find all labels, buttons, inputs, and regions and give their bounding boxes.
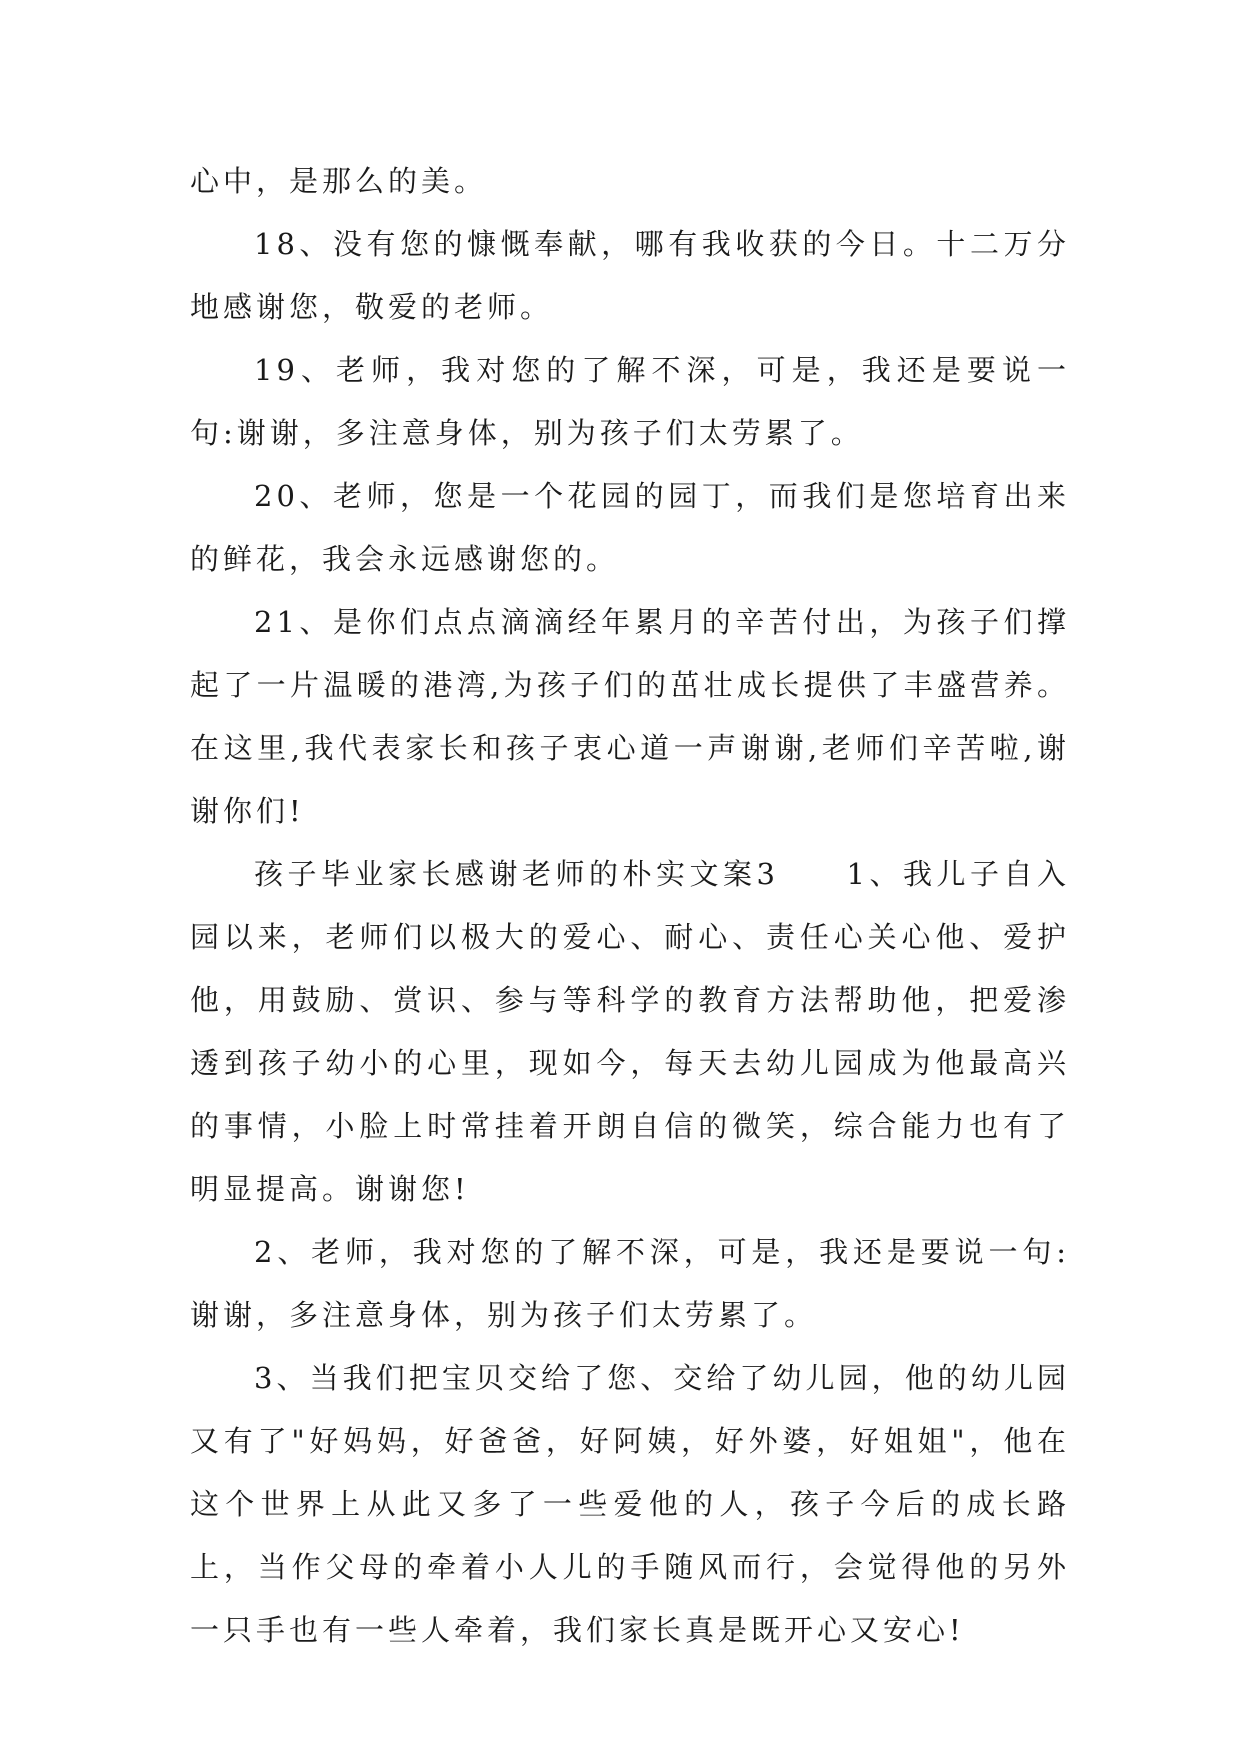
paragraph-21: 21、是你们点点滴滴经年累月的辛苦付出，为孩子们撑起了一片温暖的港湾,为孩子们的茁壮成长提供了丰盛营养。在这里,我代表家长和孩子衷心道一声谢谢,老师们辛苦啦,谢谢你们! (190, 605, 1070, 828)
section-3-paragraph-1: 孩子毕业家长感谢老师的朴实文案3 1、我儿子自入园以来，老师们以极大的爱心、耐心、责任心关心他、爱护他，用鼓励、赏识、参与等科学的教育方法帮助他，把爱渗透到孩子幼小的心里，现如今，每天去幼儿园成为他最高兴的事情，小脸上时常挂着开朗自信的微笑，综合能力也有了明显提高。谢谢您! (190, 857, 1070, 1206)
section-3-paragraph-3: 3、当我们把宝贝交给了您、交给了幼儿园，他的幼儿园又有了"好妈妈，好爸爸，好阿姨，好外婆，好姐姐"，他在这个世界上从此又多了一些爱他的人，孩子今后的成长路上，当作父母的牵着小人儿的手随风而行，会觉得他的另外一只手也有一些人牵着，我们家长真是既开心又安心! (190, 1361, 1070, 1647)
document-body (190, 150, 1070, 1662)
paragraph-19: 19、老师，我对您的了解不深，可是，我还是要说一句:谢谢，多注意身体，别为孩子们太劳累了。 (190, 353, 1070, 450)
paragraph-17-continuation: 心中，是那么的美。 (190, 164, 488, 198)
paragraph-20: 20、老师，您是一个花园的园丁，而我们是您培育出来的鲜花，我会永远感谢您的。 (190, 479, 1070, 576)
paragraph-18: 18、没有您的慷慨奉献，哪有我收获的今日。十二万分地感谢您，敬爱的老师。 (190, 227, 1070, 324)
section-3-paragraph-2: 2、老师，我对您的了解不深，可是，我还是要说一句:谢谢，多注意身体，别为孩子们太劳累了。 (190, 1235, 1070, 1332)
